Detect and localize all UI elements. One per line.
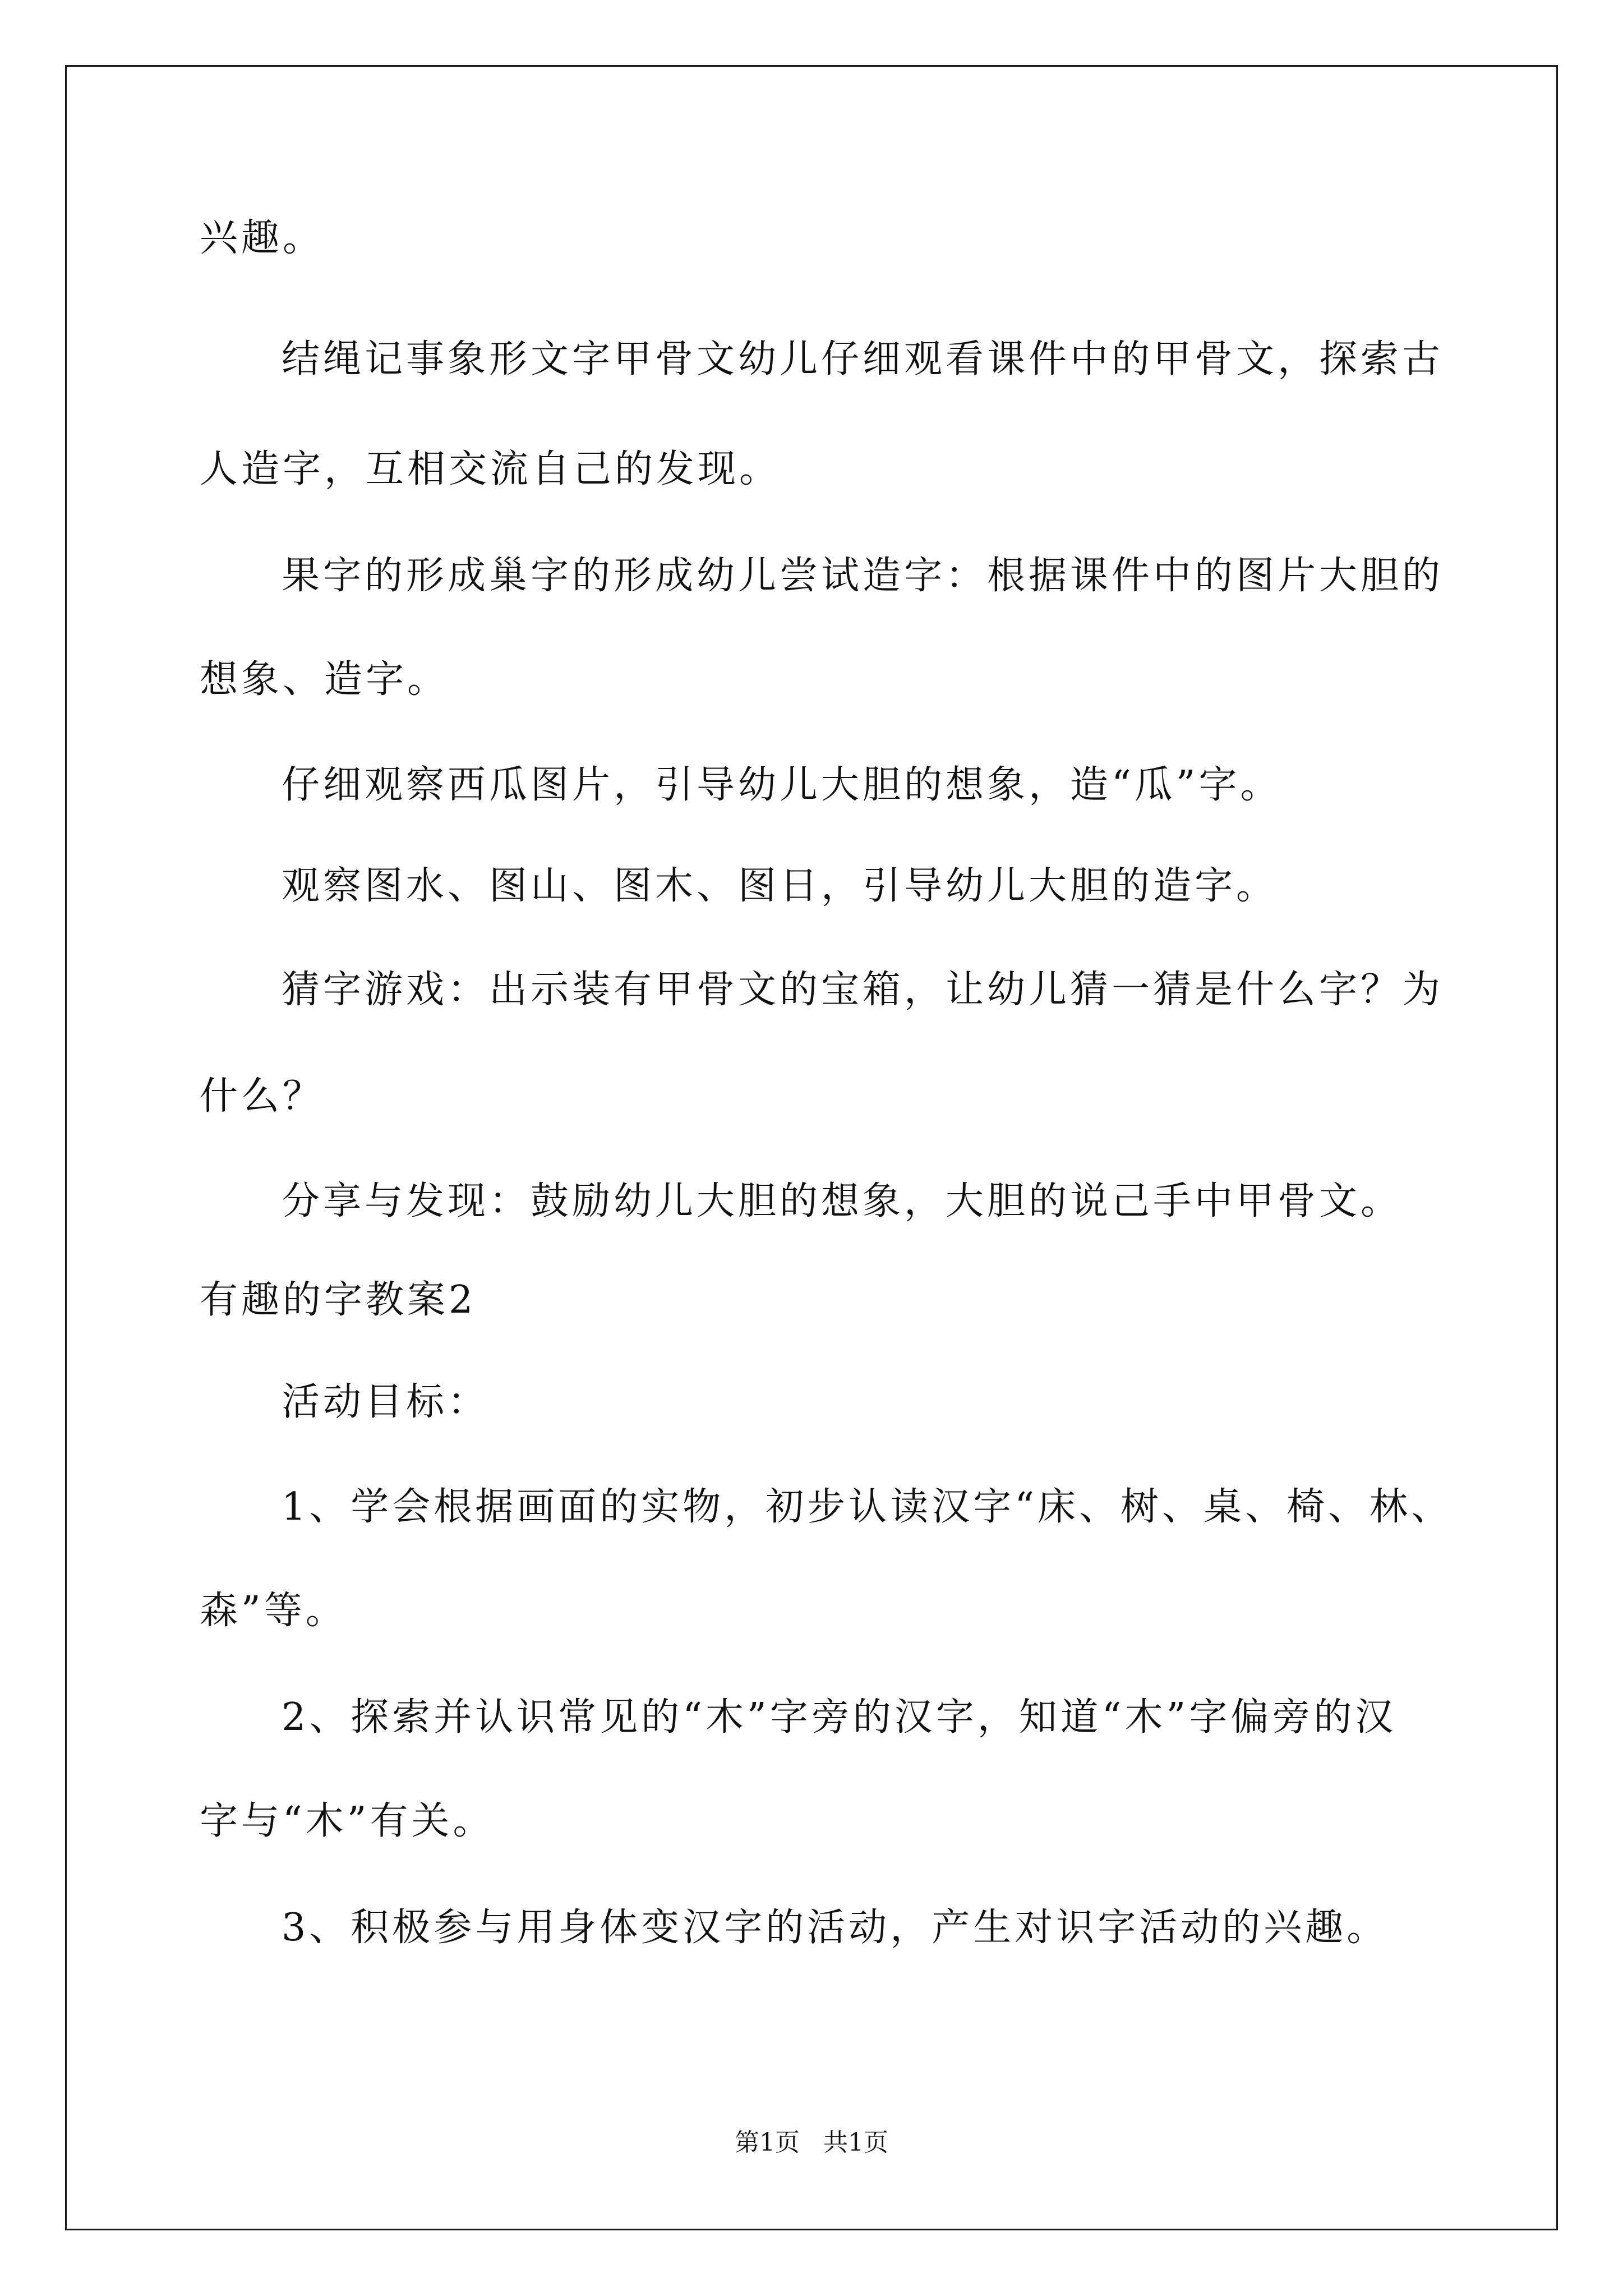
paragraph-line: 果字的形成巢字的形成幼儿尝试造字：根据课件中的图片大胆的 <box>282 554 1444 598</box>
paragraph-line: 森”等。 <box>200 1589 347 1633</box>
paragraph-line: 人造字，互相交流自己的发现。 <box>200 447 781 491</box>
paragraph-line: 想象、造字。 <box>200 657 449 702</box>
paragraph-line: 1、学会根据画面的实物，初步认读汉字“床、树、桌、椅、林、 <box>282 1485 1453 1529</box>
paragraph-line: 3、积极参与用身体变汉字的活动，产生对识字活动的兴趣。 <box>282 1906 1389 1950</box>
page-number: 第1页 <box>735 2128 800 2157</box>
paragraph-line: 什么？ <box>200 1074 325 1119</box>
paragraph-line: 活动目标： <box>282 1380 490 1424</box>
paragraph-line: 兴趣。 <box>200 216 325 260</box>
paragraph-line: 分享与发现：鼓励幼儿大胆的想象，大胆的说己手中甲骨文。 <box>282 1179 1403 1223</box>
paragraph-line: 2、探索并认识常见的“木”字旁的汉字，知道“木”字偏旁的汉 <box>282 1695 1397 1740</box>
paragraph-line: 结绳记事象形文字甲骨文幼儿仔细观看课件中的甲骨文，探索古 <box>282 337 1444 381</box>
page-total: 共1页 <box>823 2128 888 2157</box>
paragraph-line: 猜字游戏：出示装有甲骨文的宝箱，让幼儿猜一猜是什么字？为 <box>282 968 1444 1012</box>
paragraph-line: 观察图水、图山、图木、图日，引导幼儿大胆的造字。 <box>282 864 1278 908</box>
section-heading: 有趣的字教案2 <box>200 1278 477 1322</box>
paragraph-line: 字与“木”有关。 <box>200 1799 495 1843</box>
paragraph-line: 仔细观察西瓜图片，引导幼儿大胆的想象，造“瓜”字。 <box>282 763 1282 807</box>
page-footer <box>0 2129 1623 2157</box>
